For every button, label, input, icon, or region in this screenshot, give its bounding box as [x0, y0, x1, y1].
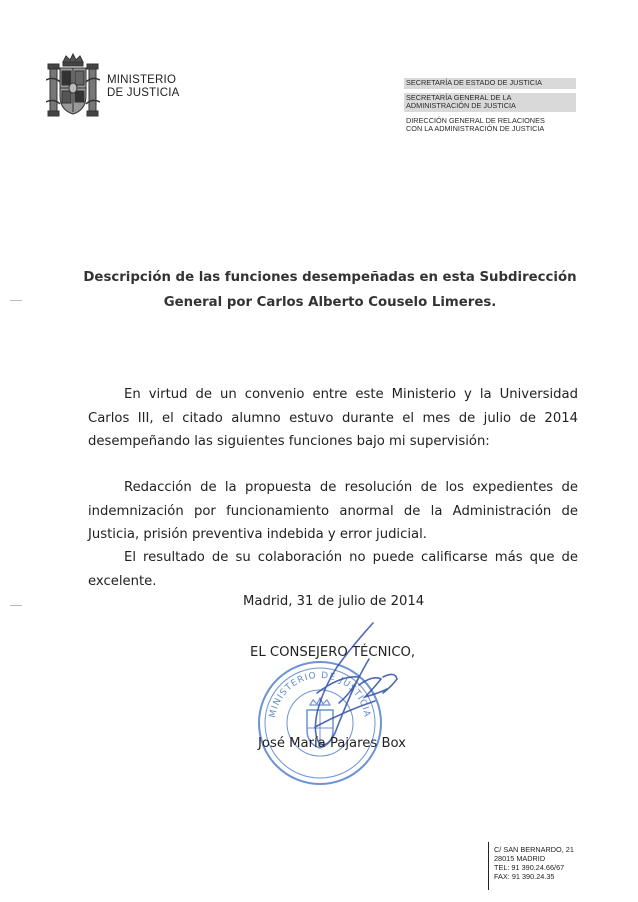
footer-fax: FAX: 91 390.24.35	[494, 872, 555, 881]
signer-position: EL CONSEJERO TÉCNICO,	[250, 645, 416, 660]
office-secretaria-general	[404, 93, 576, 112]
footer-city: 28015 MADRID	[494, 854, 546, 863]
ministry-line-1: MINISTERIO	[107, 74, 177, 86]
title-line-2: General por Carlos Alberto Couselo Limeres.	[163, 295, 497, 310]
stamp-text: MINISTERIO DE JUSTICIA	[268, 670, 372, 719]
body-paragraph-2: Redacción de la propuesta de resolución de los expedientes de indemnización por funcionamiento anormal de la Administración de Justicia, prisión preventiva indebida y error judicial.	[88, 480, 578, 542]
office-2-line-2: ADMINISTRACIÓN DE JUSTICIA	[406, 101, 516, 110]
office-3-line-1: DIRECCIÓN GENERAL DE RELACIONES	[406, 115, 545, 125]
document-title	[60, 265, 600, 315]
footer-divider	[488, 842, 489, 890]
body-paragraph-3: El resultado de su colaboración no puede calificarse más que de excelente.	[88, 550, 578, 589]
office-secretaria-estado	[404, 78, 576, 89]
office-2-line-1: SECRETARÍA GENERAL DE LA	[406, 92, 512, 102]
footer-address: C/ SAN BERNARDO, 21	[494, 845, 574, 854]
office-hierarchy	[404, 78, 576, 135]
title-line-1: Descripción de las funciones desempeñadas en esta Subdirección	[83, 270, 577, 285]
office-direccion-general	[404, 116, 576, 135]
footer-contact	[494, 845, 574, 881]
margin-mark	[10, 300, 22, 301]
margin-mark	[10, 605, 22, 606]
ministry-line-2: DE JUSTICIA	[107, 87, 180, 99]
footer-tel: TEL: 91 390.24.66/67	[494, 863, 565, 872]
office-1-text: SECRETARÍA DE ESTADO DE JUSTICIA	[406, 78, 542, 87]
coat-of-arms-logo	[46, 52, 100, 120]
signer-name: José María Pajares Box	[258, 736, 406, 751]
office-3-line-2: CON LA ADMINISTRACIÓN DE JUSTICIA	[406, 124, 545, 133]
ministry-name	[107, 74, 180, 100]
place-date: Madrid, 31 de julio de 2014	[243, 594, 425, 609]
body-paragraph-1: En virtud de un convenio entre este Ministerio y la Universidad Carlos III, el citado alumno estuvo durante el mes de julio de 2014 desempeñando las siguientes funciones bajo mi supervisión:	[88, 387, 578, 449]
